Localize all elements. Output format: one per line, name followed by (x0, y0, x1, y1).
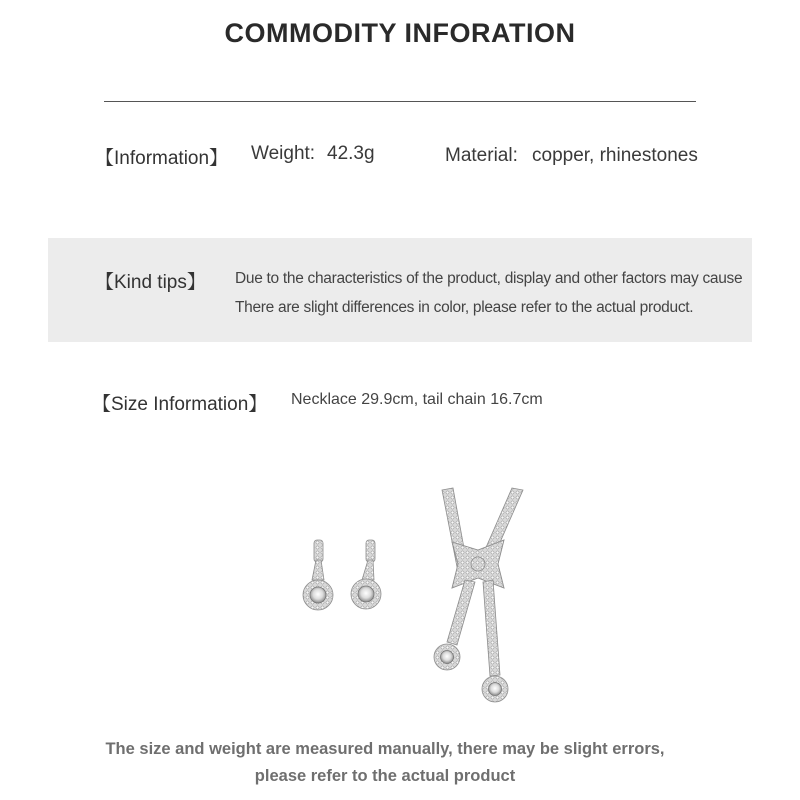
earring-right (351, 540, 381, 609)
page-title: COMMODITY INFORATION (224, 18, 576, 48)
weight-value: 42.3g (327, 143, 375, 164)
measurement-note-line-2: please refer to the actual product (254, 767, 516, 785)
information-label: 【Information】 (95, 148, 229, 169)
size-information-label: 【Size Information】 (92, 394, 268, 415)
size-information-value: Necklace 29.9cm, tail chain 16.7cm (291, 391, 543, 408)
kind-tips-label: 【Kind tips】 (95, 272, 206, 293)
measurement-note-line-1: The size and weight are measured manually, there may be slight errors, (105, 740, 665, 758)
material-value: copper, rhinestones (532, 145, 698, 166)
earring-left (303, 540, 333, 610)
kind-tips-line-2: There are slight differences in color, please refer to the actual product. (235, 299, 694, 316)
necklace (434, 488, 523, 702)
title-divider (104, 101, 696, 102)
kind-tips-line-1: Due to the characteristics of the product, display and other factors may cause (235, 270, 743, 287)
weight-label: Weight: (251, 143, 316, 164)
jewelry-product-image (290, 480, 540, 710)
material-label: Material: (445, 145, 518, 166)
